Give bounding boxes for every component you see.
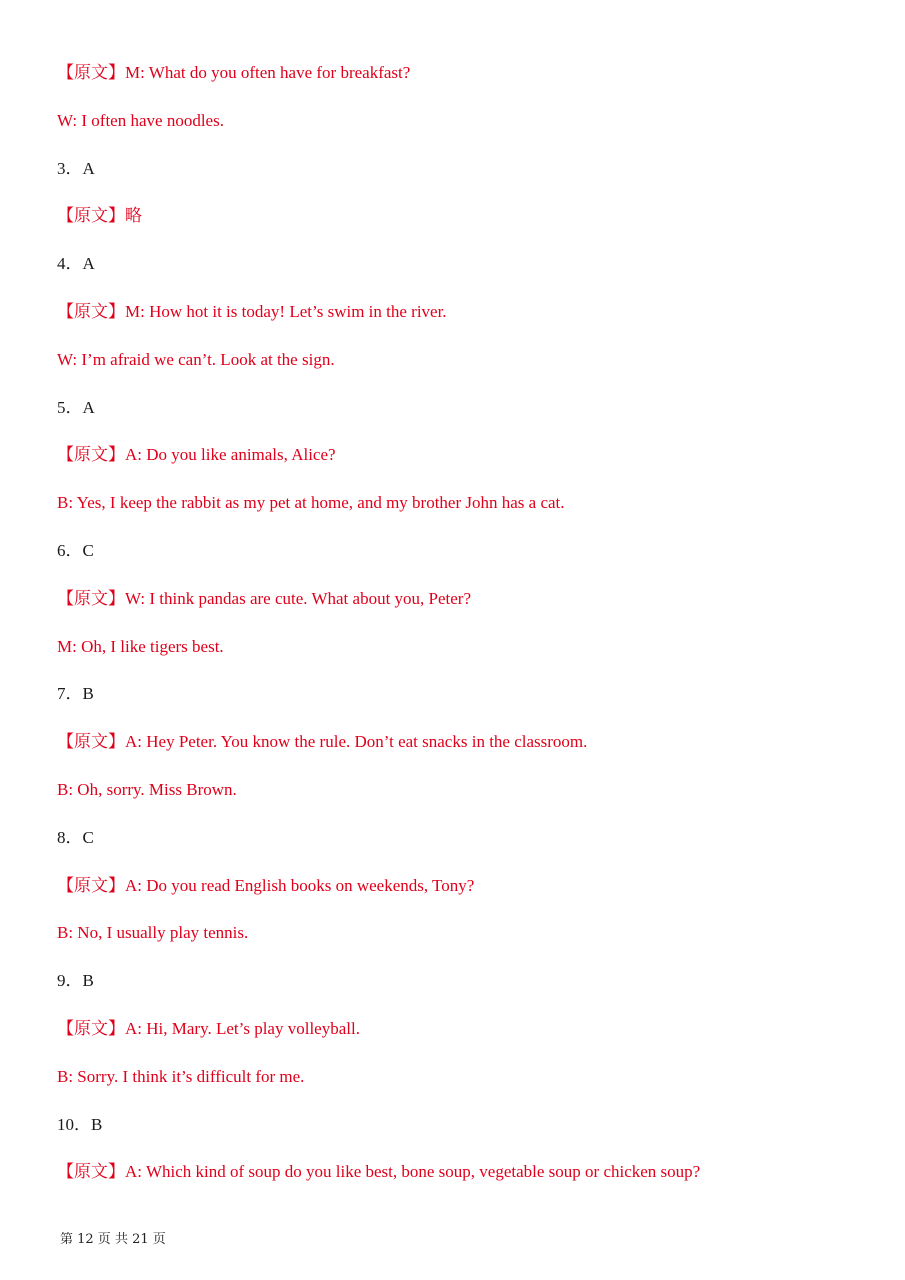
transcript-line: B: Yes, I keep the rabbit as my pet at home, and my brother John has a cat. [57, 493, 565, 512]
transcript-line: 【原文】M: What do you often have for breakfast? [57, 63, 411, 82]
transcript-line: 【原文】A: Hey Peter. You know the rule. Don’t eat snacks in the classroom. [57, 732, 588, 751]
answer-number: 8．C [57, 828, 94, 847]
answer-number: 5．A [57, 398, 95, 417]
transcript-line: B: Oh, sorry. Miss Brown. [57, 780, 237, 799]
transcript-line: 【原文】W: I think pandas are cute. What about you, Peter? [57, 589, 472, 608]
transcript-line: W: I’m afraid we can’t. Look at the sign. [57, 350, 335, 369]
answer-number: 10．B [57, 1115, 103, 1134]
transcript-line: 【原文】M: How hot it is today! Let’s swim in the river. [57, 302, 447, 321]
transcript-line: W: I often have noodles. [57, 111, 224, 130]
answer-number: 9．B [57, 971, 94, 990]
answer-number: 3．A [57, 159, 95, 178]
transcript-line: 【原文】A: Do you read English books on weekends, Tony? [57, 876, 475, 895]
transcript-line: 【原文】A: Which kind of soup do you like best, bone soup, vegetable soup or chicken soup? [57, 1162, 701, 1181]
transcript-line: B: No, I usually play tennis. [57, 923, 249, 942]
transcript-line: 【原文】A: Hi, Mary. Let’s play volleyball. [57, 1019, 360, 1038]
transcript-line: 【原文】A: Do you like animals, Alice? [57, 445, 336, 464]
transcript-line: M: Oh, I like tigers best. [57, 637, 224, 656]
transcript-line: 【原文】略 [57, 206, 142, 225]
answer-number: 4．A [57, 254, 95, 273]
answer-number: 7．B [57, 684, 94, 703]
page-footer: 第 12 页 共 21 页 [60, 1232, 166, 1247]
answer-number: 6．C [57, 541, 94, 560]
transcript-line: B: Sorry. I think it’s difficult for me. [57, 1067, 305, 1086]
